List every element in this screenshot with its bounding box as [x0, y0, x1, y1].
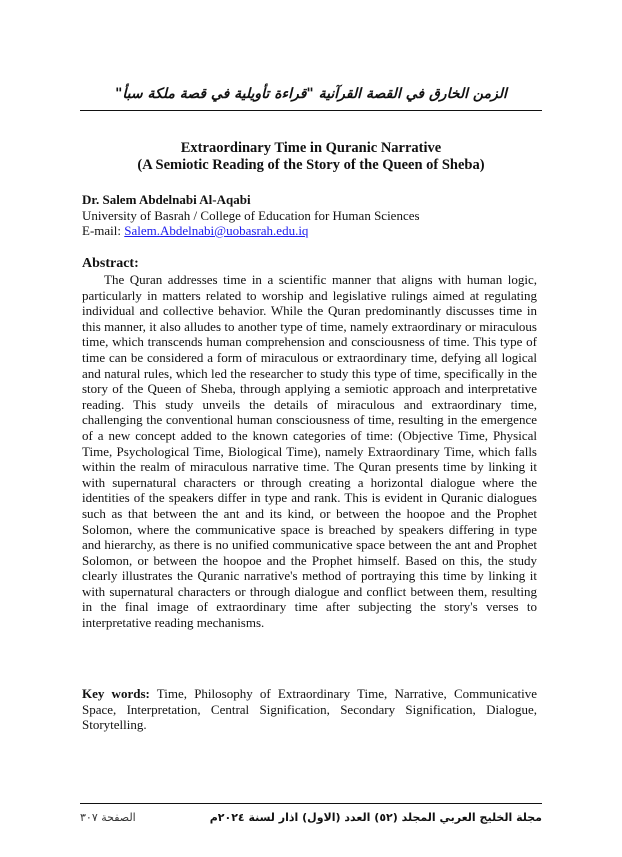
email-link[interactable]: Salem.Abdelnabi@uobasrah.edu.iq [124, 223, 309, 238]
keywords-label: Key words: [82, 686, 150, 701]
keywords [82, 686, 537, 733]
header-divider [80, 110, 542, 111]
keywords-text: Time, Philosophy of Extraordinary Time, Narrative, Communicative Space, Interpretation, Central Signification, Secondary Signification, Dialogue, Storytelling. [82, 686, 537, 733]
email-label: E-mail: [82, 223, 125, 238]
author-block [82, 192, 542, 239]
running-header: الزمن الخارق في القصة القرآنية "قراءة تأويلية في قصة ملكة سبأ" [115, 86, 507, 102]
footer-divider [80, 803, 542, 804]
author-email-line [82, 223, 542, 239]
title-line-2: (A Semiotic Reading of the Story of the Queen of Sheba) [137, 157, 485, 173]
page-footer [80, 811, 542, 824]
footer-page-number: الصفحة ٣٠٧ [80, 811, 136, 824]
footer-journal: مجلة الخليج العربي المجلد (٥٢) العدد (الاول) اذار لسنة ٢٠٢٤م [209, 811, 542, 824]
abstract-text: The Quran addresses time in a scientific manner that aligns with human logic, particularly in matters related to worship and legislative rulings aimed at regulating individual and collective behavior. While the Quran predominantly discusses time in this manner, it also alludes to another type of time, namely extraordinary or miraculous time, which transcends human comprehension and consciousness of time. This type of time can be considered a form of miraculous or extraordinary time, defying all logical and natural rules, which led the researcher to study this type of time, specifically in the story of the Queen of Sheba, through applying a semiotic approach and interpretative reading. This study unveils the details of miraculous and extraordinary time, challenging the conventional human consciousness of time, resulting in the emergence of a new concept added to the known categories of time: (Objective Time, Physical Time, Psychological Time, Biological Time), namely Extraordinary Time, which falls within the realm of miraculous narrative time. The Quran presents time by linking it with supernatural characters or through creating a horizontal dialogue where the identities of the speakers differ in type and rank. This is evident in Quranic dialogues such as that between the ant and its kind, or between the hoopoe and the Prophet Solomon, where the communicative space is breached by speakers differing in type and hierarchy, as there is no unified communicative space between the ant and Prophet Solomon, or between the hoopoe and the Prophet himself. Based on this, the study clearly illustrates the Quranic narrative's method of portraying this time by linking it with supernatural characters or through dialogue and conflict between them, resulting in the final image of extraordinary time after subjecting the story's verses to interpretative reading mechanisms. [82, 272, 537, 631]
author-name: Dr. Salem Abdelnabi Al-Aqabi [82, 192, 251, 207]
author-affiliation: University of Basrah / College of Education for Human Sciences [82, 207, 420, 223]
abstract-heading: Abstract: [82, 256, 139, 271]
title-line-1: Extraordinary Time in Quranic Narrative [180, 140, 442, 156]
paper-title [80, 140, 542, 174]
